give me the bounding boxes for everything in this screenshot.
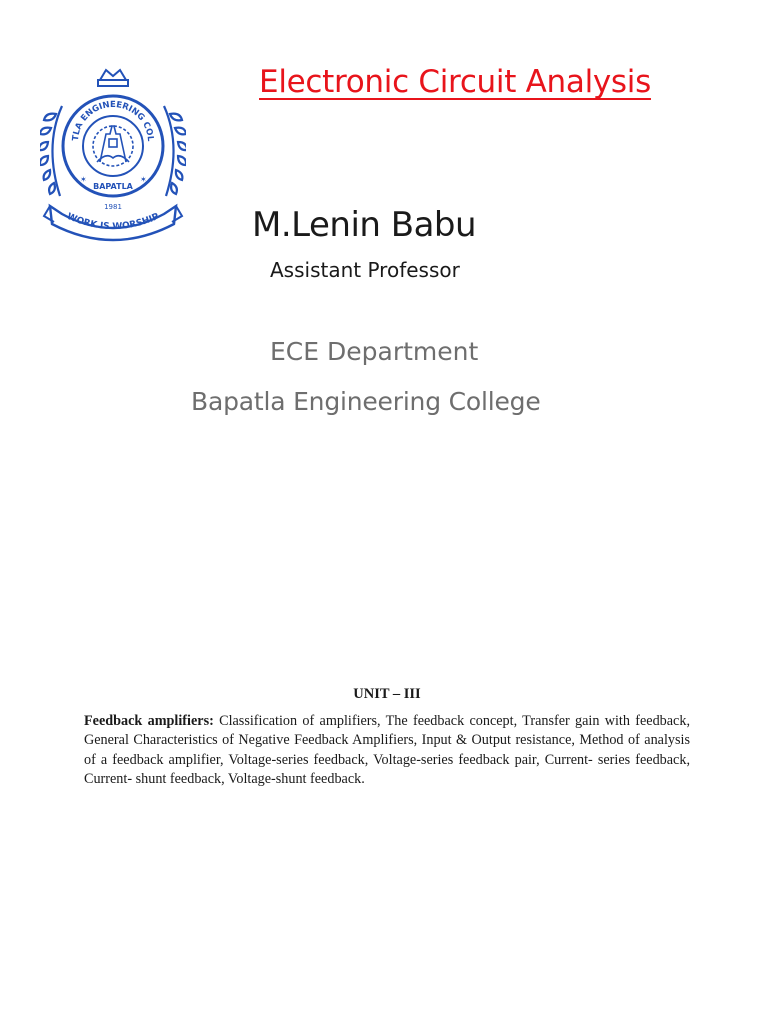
syllabus-topic: Feedback amplifiers: — [84, 713, 214, 729]
syllabus-section — [84, 684, 690, 790]
unit-heading: UNIT – III — [353, 686, 421, 702]
college-emblem-icon — [40, 66, 186, 248]
author-name: M.Lenin Babu — [252, 205, 477, 245]
svg-text:✶: ✶ — [80, 175, 87, 184]
logo-location-text: BAPATLA — [93, 182, 133, 191]
logo-year-text: 1981 — [104, 203, 122, 211]
syllabus-text — [84, 712, 690, 790]
svg-text:BAPATLA ENGINEERING COLLEGE: TLA ENGINEERING COL — [70, 99, 156, 142]
department-name: ECE Department — [270, 337, 479, 366]
college-logo — [40, 66, 186, 248]
author-role: Assistant Professor — [270, 258, 460, 282]
svg-text:WORK IS WORSHIP: WORK IS WORSHIP — [65, 211, 161, 233]
college-name: Bapatla Engineering College — [191, 387, 541, 416]
svg-text:✶: ✶ — [140, 175, 147, 184]
document-title: Electronic Circuit Analysis — [259, 64, 651, 100]
syllabus-content: Classification of amplifiers, The feedback concept, Transfer gain with feedback, General Characteristics of Negative Feedback Amplifiers, Input & Output resistance, Method of analysis of a feedback amplifier, Voltage-series feedback, Voltage-series feedback pair, Current- series feedback, Current- shunt feedback, Voltage-shunt feedback. — [84, 713, 690, 788]
